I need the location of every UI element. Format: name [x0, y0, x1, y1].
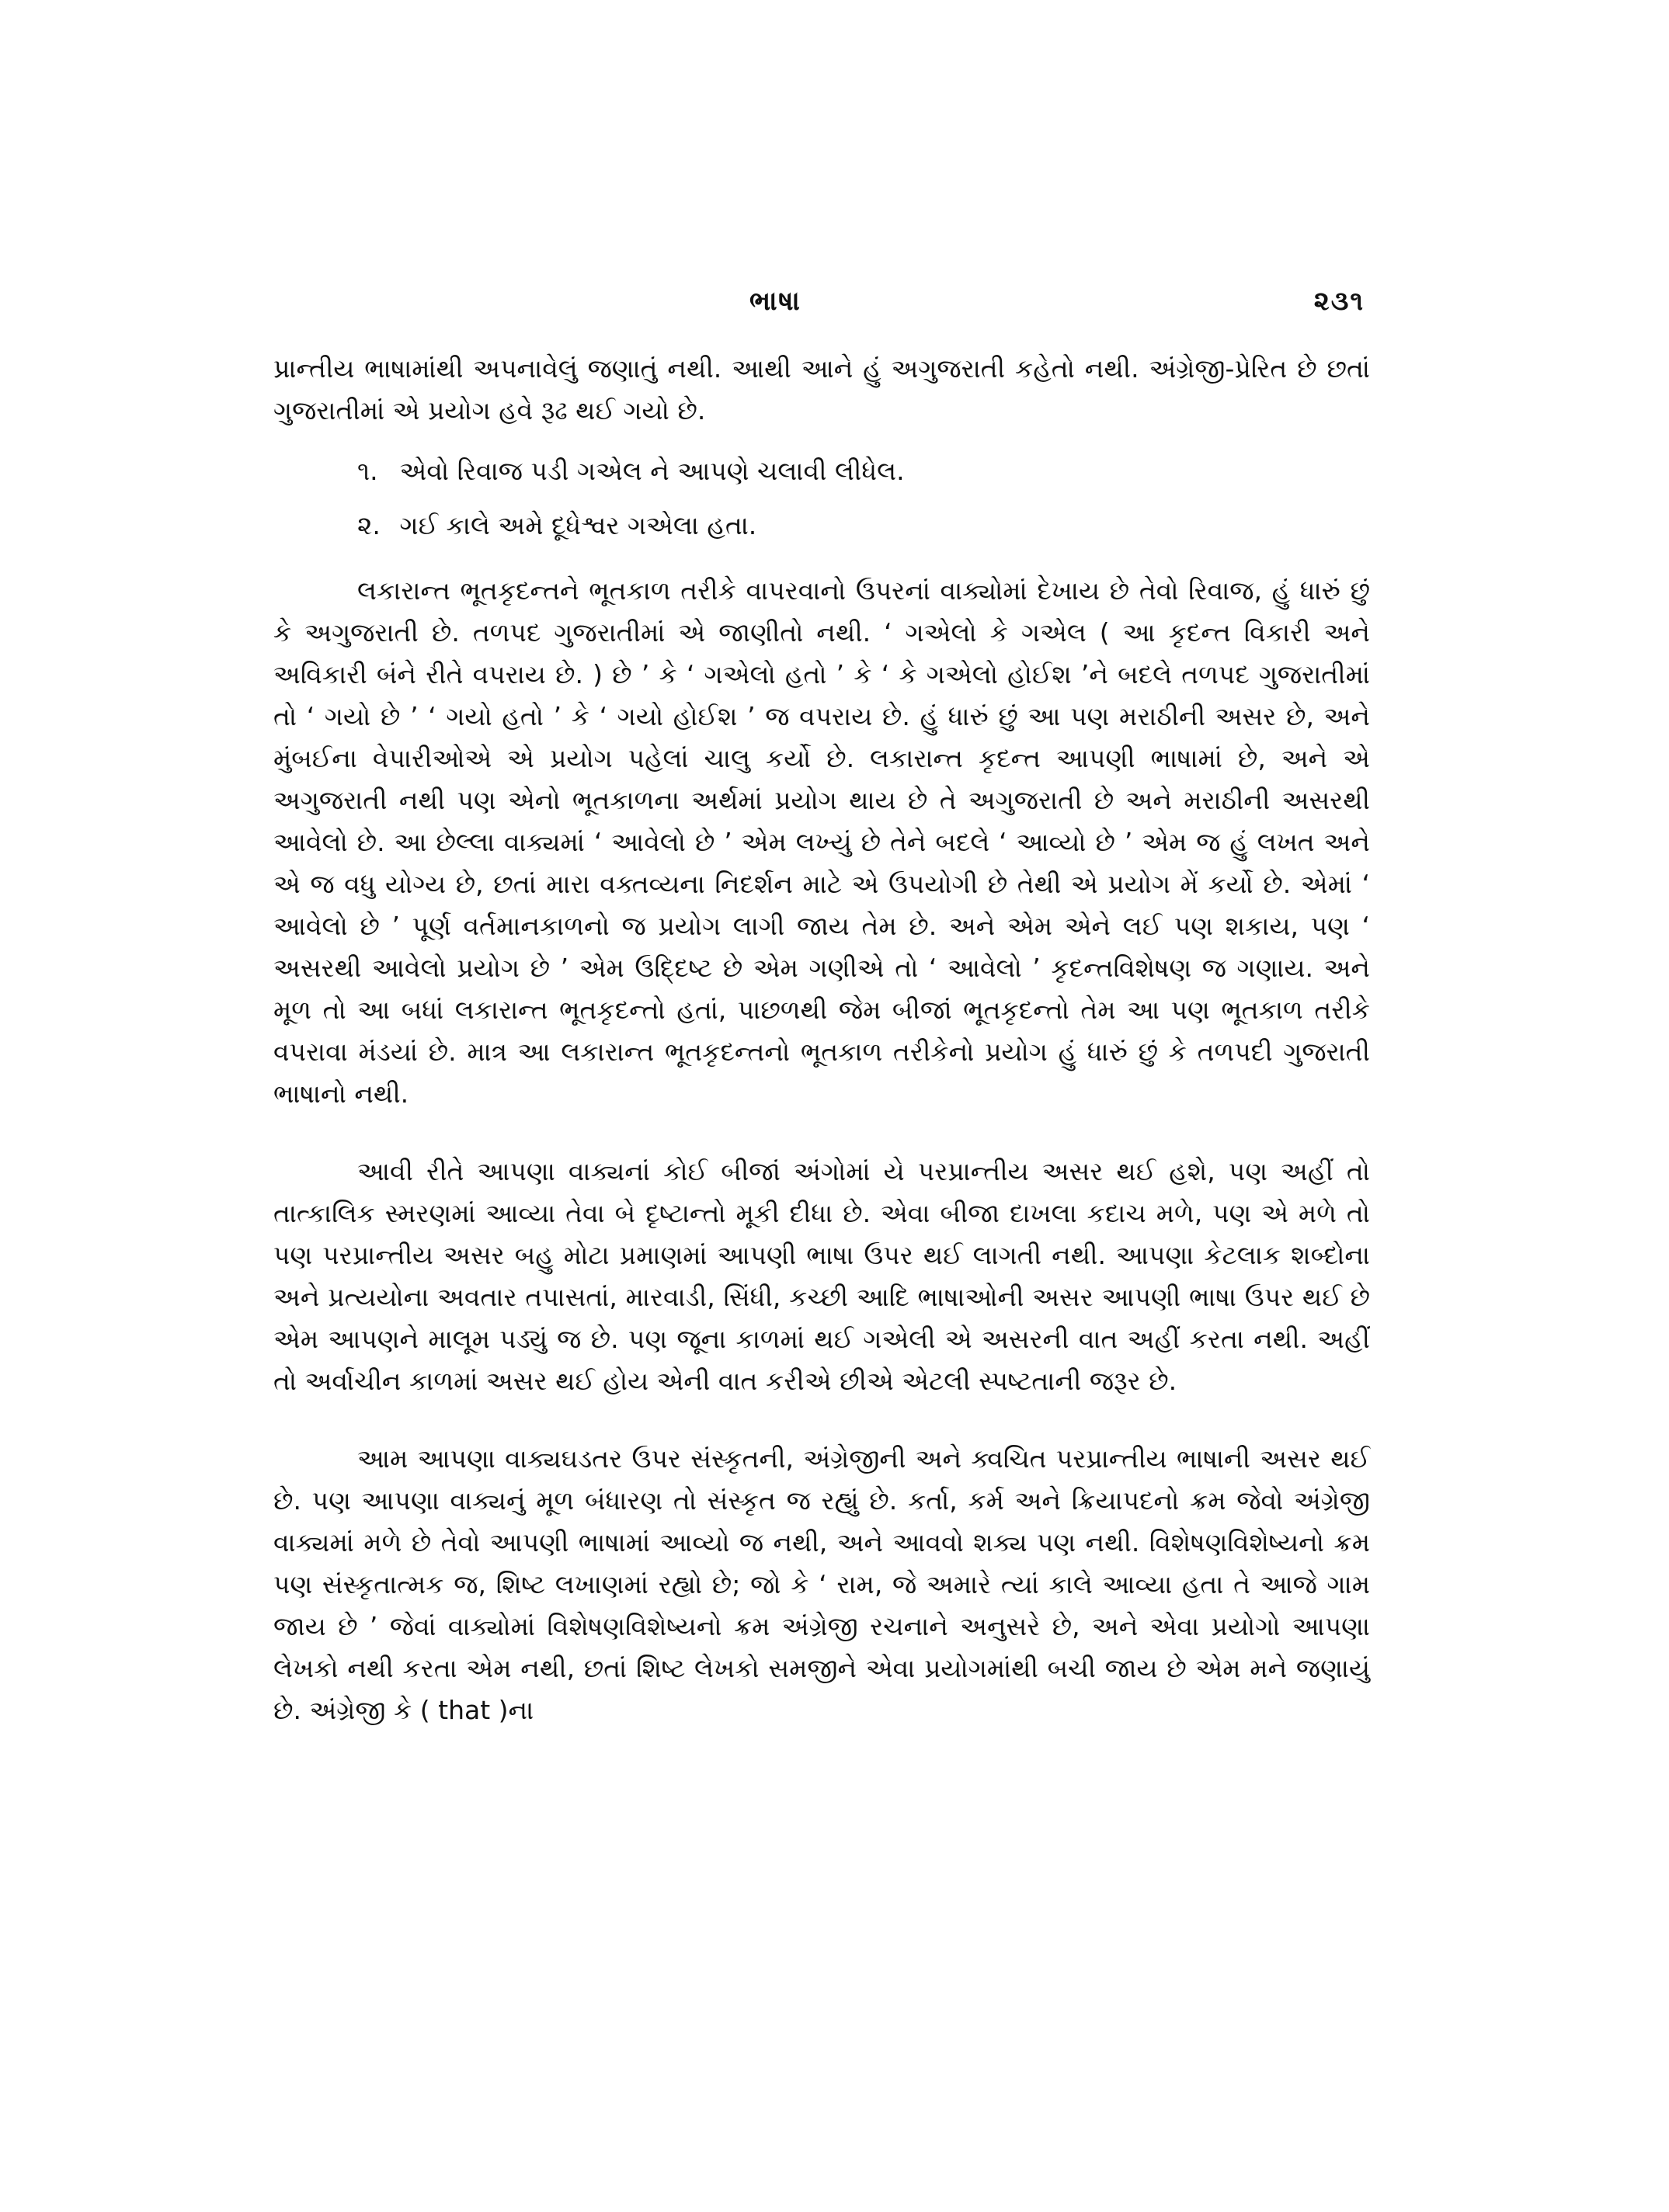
paragraph-2: આવી રીતે આપણા વાક્યનાં કોઈ બીજાં અંગોમાં યે પરપ્રાન્તીય અસર થઈ હશે, પણ અહીં તો તાત્કાલિક સ્મરણમાં આવ્યા તેવા બે દૃષ્ટાન્તો મૂકી દીધા છે. એવા બીજા દાખલા કદાચ મળે, પણ એ મળે તો પણ પરપ્રાન્તીય અસર બહુ મોટા પ્રમાણમાં આપણી ભાષા ઉપર થઈ લાગતી નથી. આપણા કેટલાક શબ્દોના અને પ્રત્યયોના અવતાર તપાસતાં, મારવાડી, સિંધી, કચ્છી આદિ ભાષાઓની અસર આપણી ભાષા ઉપર થઈ છે એમ આપણને માલૂમ પડ્યું જ છે. પણ જૂના કાળમાં થઈ ગએલી એ અસરની વાત અહીં કરતા નથી. અહીં તો અર્વાચીન કાળમાં અસર થઈ હોય એની વાત કરીએ છીએ એટલી સ્પષ્ટતાની જરૂર છે. — [273, 1156, 1370, 1396]
page-number: ૨૩૧ — [1313, 286, 1365, 317]
example-text: ગઈ કાલે અમે દૂધેશ્વર ગએલા હતા. — [399, 510, 757, 540]
example-item — [273, 498, 1370, 553]
paragraph-3: આમ આપણા વાક્યઘડતર ઉપર સંસ્કૃતની, અંગ્રેજીની અને ક્વચિત પરપ્રાન્તીય ભાષાની અસર થઈ છે. પણ આપણા વાક્યનું મૂળ બંધારણ તો સંસ્કૃત જ રહ્યું છે. કર્તા, કર્મ અને ક્રિયાપદનો ક્રમ જેવો અંગ્રેજી વાક્યમાં મળે છે તેવો આપણી ભાષામાં આવ્યો જ નથી, અને આવવો શક્ય પણ નથી. વિશેષણવિશેષ્યનો ક્રમ પણ સંસ્કૃતાત્મક જ, શિષ્ટ લખાણમાં રહ્યો છે; જો કે ‘ રામ, જે અમારે ત્યાં કાલે આવ્યા હતા તે આજે ગામ જાય છે ’ જેવાં વાક્યોમાં વિશેષણવિશેષ્યનો ક્રમ અંગ્રેજી રચનાને અનુસરે છે, અને એવા પ્રયોગો આપણા લેખકો નથી કરતા એમ નથી, છતાં શિષ્ટ લેખકો સમજીને એવા પ્રયોગમાંથી બચી જાય છે એમ મને જણાયું છે. અંગ્રેજી કે ( that )ના — [273, 1443, 1370, 1725]
example-number: ૧. — [357, 456, 378, 486]
paragraph-continuation: પ્રાન્તીય ભાષામાંથી અપનાવેલું જણાતું નથી. આથી આને હું અગુજરાતી કહેતો નથી. અંગ્રેજી-પ્રેરિત છે છતાં ગુજરાતીમાં એ પ્રયોગ હવે રૂઢ થઈ ગયો છે. — [273, 353, 1370, 425]
example-text: એવો રિવાજ પડી ગએલ ને આપણે ચલાવી લીધેલ. — [399, 456, 905, 486]
paragraph-1: લકારાન્ત ભૂતકૃદન્તને ભૂતકાળ તરીકે વાપરવાનો ઉપરનાં વાક્યોમાં દેખાય છે તેવો રિવાજ, હું ધારું છું કે અગુજરાતી છે. તળપદ ગુજરાતીમાં એ જાણીતો નથી. ‘ ગએલો કે ગએલ ( આ કૃદન્ત વિકારી અને અવિકારી બંને રીતે વપરાય છે. ) છે ’ કે ‘ ગએલો હતો ’ કે ‘ કે ગએલો હોઈશ ’ને બદલે તળપદ ગુજરાતીમાં તો ‘ ગયો છે ’ ‘ ગયો હતો ’ કે ‘ ગયો હોઈશ ’ જ વપરાય છે. હું ધારું છું આ પણ મરાઠીની અસર છે, અને મુંબઈના વેપારીઓએ એ પ્રયોગ પહેલાં ચાલુ કર્યો છે. લકારાન્ત કૃદન્ત આપણી ભાષામાં છે, અને એ અગુજરાતી નથી પણ એનો ભૂતકાળના અર્થમાં પ્રયોગ થાય છે તે અગુજરાતી છે અને મરાઠીની અસરથી આવેલો છે. આ છેલ્લા વાક્યમાં ‘ આવેલો છે ’ એમ લખ્યું છે તેને બદલે ‘ આવ્યો છે ’ એમ જ હું લખત અને એ જ વધુ યોગ્ય છે, છતાં મારા વક્તવ્યના નિદર્શન માટે એ ઉપયોગી છે તેથી એ પ્રયોગ મેં કર્યો છે. એમાં ‘ આવેલો છે ’ પૂર્ણ વર્તમાનકાળનો જ પ્રયોગ લાગી જાય તેમ છે. અને એમ એને લઈ પણ શકાય, પણ ‘ અસરથી આવેલો પ્રયોગ છે ’ એમ ઉદ્દિષ્ટ છે એમ ગણીએ તો ‘ આવેલો ’ કૃદન્તવિશેષણ જ ગણાય. અને મૂળ તો આ બધાં લકારાન્ત ભૂતકૃદન્તો હતાં, પાછળથી જેમ બીજાં ભૂતકૃદન્તો તેમ આ પણ ભૂતકાળ તરીકે વપરાવા મંડયાં છે. માત્ર આ લકારાન્ત ભૂતકૃદન્તનો ભૂતકાળ તરીકેનો પ્રયોગ હું ધારું છું કે તળપદી ગુજરાતી ભાષાનો નથી. — [273, 575, 1370, 1109]
running-title: ભાષા — [749, 286, 801, 317]
example-number: ૨. — [357, 510, 381, 540]
body-text — [273, 348, 1370, 1731]
running-head — [0, 286, 1669, 325]
example-item — [273, 444, 1370, 498]
example-list — [273, 444, 1370, 553]
